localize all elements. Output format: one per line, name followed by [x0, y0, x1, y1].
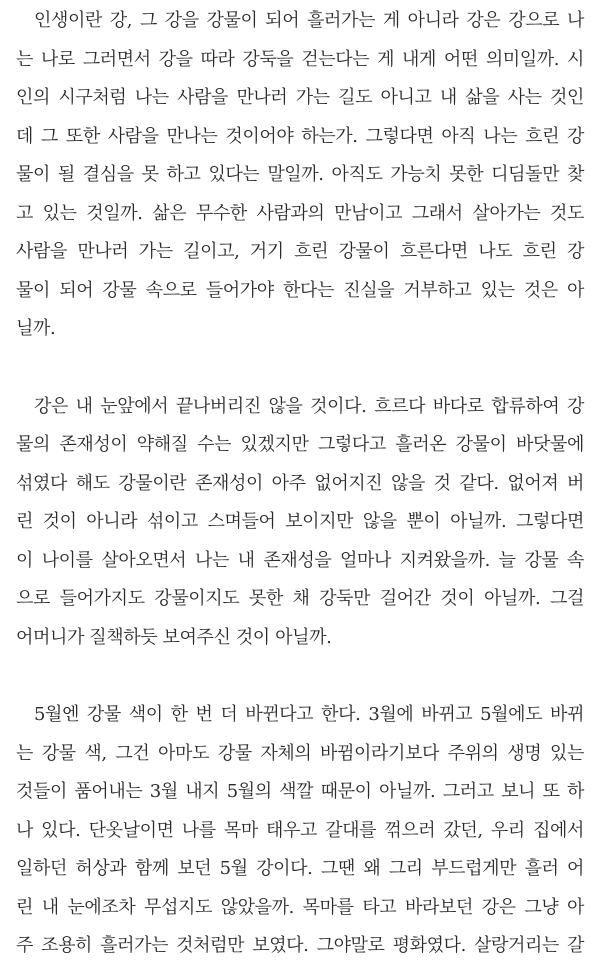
text-line: 고 있는 것일까. 삶은 무수한 사람과의 만남이고 그래서 살아가는 것도 [16, 202, 584, 224]
text-line: 어머니가 질책하듯 보여주신 것이 아닐까. [16, 626, 332, 648]
text-line: 으로 들어가지도 강물이지도 못한 채 강둑만 걸어간 것이 아닐까. 그걸 [16, 588, 584, 609]
paragraph-spacer [16, 657, 584, 696]
text-line: 린 것이 아니라 섞이고 스며들어 보이지만 않을 뿐이 아닐까. 그렇다면 [16, 511, 584, 532]
text-line: 섞였다 해도 강물이란 존재성이 아주 없어지진 않을 것 같다. 없어져 버 [16, 472, 584, 494]
text-line: 데 그 또한 사람을 만나는 것이어야 하는가. 그렇다면 아직 나는 흐린 강 [16, 125, 584, 147]
text-line: 인생이란 강, 그 강을 강물이 되어 흘러가는 게 아니라 강은 강으로 나 [34, 10, 584, 31]
paragraph-2 [16, 388, 584, 658]
text-line: 는 강물 색, 그건 아마도 강물 자체의 바뀜이라기보다 주위의 생명 있는 [16, 742, 584, 764]
text-line: 닐까. [16, 318, 56, 339]
text-line: 이 나이를 살아오면서 나는 내 존재성을 얼마나 지켜왔을까. 늘 강물 속 [16, 549, 584, 571]
text-line: 사람을 만나러 가는 길이고, 거기 흐린 강물이 흐른다면 나도 흐린 강 [16, 241, 584, 262]
text-line: 물의 존재성이 약해질 수는 있겠지만 그렇다고 흘러온 강물이 바닷물에 [16, 434, 584, 455]
text-line: 린 내 눈에조차 무섭지도 않았을까. 목마를 타고 바라보던 강은 그냥 아 [16, 896, 584, 918]
paragraph-3 [16, 696, 584, 966]
text-line: 나 있다. 단옷날이면 나를 목마 태우고 갈대를 꺾으러 갔던, 우리 집에서 [16, 819, 584, 841]
text-line: 것들이 품어내는 3월 내지 5월의 색깔 때문이 아닐까. 그러고 보니 또 하 [16, 781, 584, 802]
text-line: 5월엔 강물 색이 한 번 더 바뀐다고 한다. 3월에 바뀌고 5월에도 바뀌 [34, 704, 584, 725]
text-line: 주 조용히 흘러가는 것처럼만 보였다. 그야말로 평화였다. 살랑거리는 갈 [16, 935, 584, 956]
text-line: 인의 시구처럼 나는 사람을 만나러 가는 길도 아니고 내 삶을 사는 것인 [16, 87, 584, 108]
text-line: 는 나로 그러면서 강을 따라 강둑을 걷는다는 게 내게 어떤 의미일까. 시 [16, 48, 584, 70]
text-line: 물이 되어 강물 속으로 들어가야 한다는 진실을 거부하고 있는 것은 아 [16, 279, 584, 301]
text-line: 물이 될 결심을 못 하고 있다는 말일까. 아직도 가능치 못한 디딤돌만 찾 [16, 164, 584, 185]
paragraph-1 [16, 2, 584, 349]
text-line: 일하던 허상과 함께 보던 5월 강이다. 그땐 왜 그리 부드럽게만 흘러 어 [16, 858, 584, 879]
text-line: 강은 내 눈앞에서 끝나버리진 않을 것이다. 흐르다 바다로 합류하여 강 [34, 395, 584, 417]
paragraph-spacer [16, 349, 584, 388]
